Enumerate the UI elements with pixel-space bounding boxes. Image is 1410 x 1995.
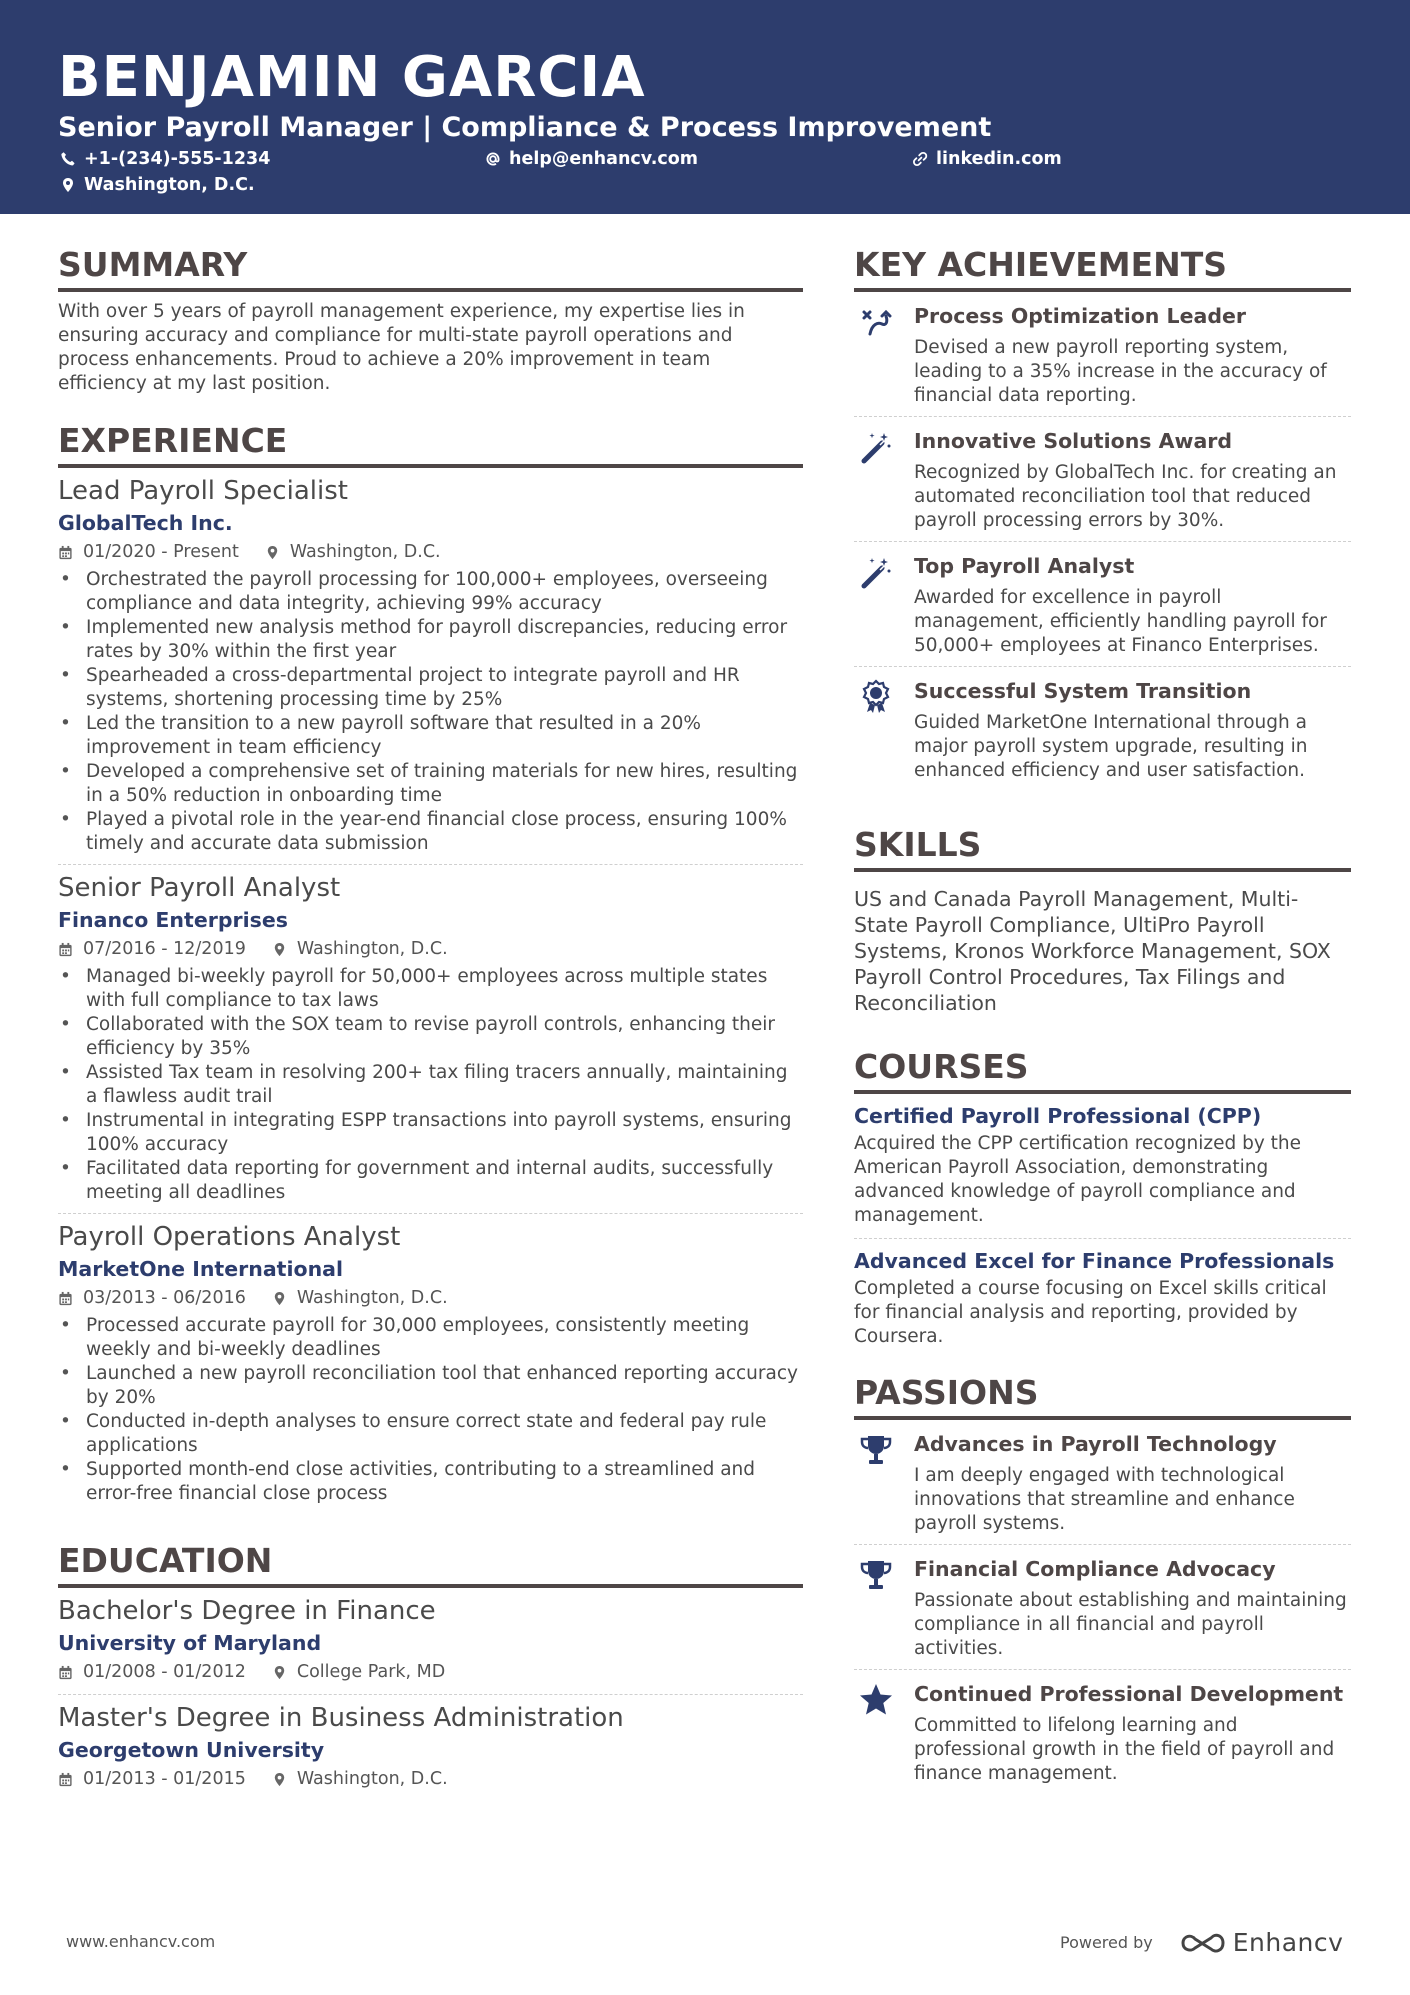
- award-badge-icon: [858, 679, 894, 715]
- job-location: Washington, D.C.: [289, 542, 441, 562]
- link-icon: [912, 151, 928, 167]
- passions-heading: PASSIONS: [854, 1372, 1351, 1420]
- achievements-section: [854, 244, 1351, 791]
- achievement-item: [854, 541, 1351, 666]
- job-entry: [58, 1213, 803, 1514]
- calendar-icon: [58, 942, 73, 957]
- job-role: Payroll Operations Analyst: [58, 1222, 401, 1252]
- passion-title: Continued Professional Development: [914, 1682, 1344, 1706]
- job-dates: 07/2016 - 12/2019: [83, 939, 246, 959]
- summary-text: With over 5 years of payroll management experience, my expertise lies in ensuring accuracy and compliance for multi-state payroll operations and process enhancements. Proud to achieve a 20% improvement in team efficiency at my last position.: [58, 301, 745, 394]
- bullet-item: • Facilitated data reporting for government and internal audits, successfully meeting all deadlines: [58, 1157, 803, 1205]
- passion-item: [854, 1669, 1351, 1794]
- achievement-title: Successful System Transition: [914, 679, 1252, 703]
- route-icon: [858, 304, 894, 340]
- location-text: Washington, D.C.: [84, 175, 255, 195]
- job-company: Financo Enterprises: [58, 908, 288, 932]
- job-meta: [58, 1284, 803, 1312]
- calendar-icon: [58, 1291, 73, 1306]
- course-desc: Completed a course focusing on Excel skills critical for financial analysis and reporting, provided by Coursera.: [854, 1278, 1327, 1347]
- star-icon: [858, 1682, 894, 1718]
- passions-section: [854, 1372, 1351, 1794]
- job-location: Washington, D.C.: [296, 1288, 448, 1308]
- job-company: MarketOne International: [58, 1257, 344, 1281]
- education-entry: [58, 1594, 803, 1694]
- achievement-desc: Devised a new payroll reporting system, leading to a 35% increase in the accuracy of financial data reporting.: [914, 337, 1327, 406]
- passion-desc: Passionate about establishing and maintaining compliance in all financial and payroll activities.: [914, 1590, 1347, 1659]
- email-text: help@enhancv.com: [509, 149, 699, 169]
- bullet-item: • Played a pivotal role in the year-end financial close process, ensuring 100% timely and accurate data submission: [58, 808, 803, 856]
- education-location: College Park, MD: [296, 1662, 446, 1682]
- course-item: [854, 1238, 1351, 1359]
- degree-title: Bachelor's Degree in Finance: [58, 1596, 436, 1626]
- achievement-item: [854, 292, 1351, 416]
- experience-section: [58, 420, 803, 1514]
- calendar-icon: [58, 1665, 73, 1680]
- location-pin-icon: [272, 1291, 287, 1306]
- bullet-item: • Processed accurate payroll for 30,000 employees, consistently meeting weekly and bi-weekly deadlines: [58, 1314, 803, 1362]
- bullet-item: • Supported month-end close activities, contributing to a streamlined and error-free financial close process: [58, 1458, 803, 1506]
- experience-heading: EXPERIENCE: [58, 420, 803, 468]
- job-dates: 01/2020 - Present: [83, 542, 239, 562]
- skills-section: [854, 824, 1351, 1016]
- course-title: Advanced Excel for Finance Professionals: [854, 1249, 1335, 1273]
- job-entry: [58, 864, 803, 1213]
- footer-url[interactable]: www.enhancv.com: [66, 1932, 216, 1951]
- education-dates: 01/2013 - 01/2015: [83, 1769, 246, 1789]
- achievements-heading: KEY ACHIEVEMENTS: [854, 244, 1351, 292]
- job-meta: [58, 538, 803, 566]
- location-pin-icon: [272, 1665, 287, 1680]
- bullet-item: • Launched a new payroll reconciliation tool that enhanced reporting accuracy by 20%: [58, 1362, 803, 1410]
- contact-email[interactable]: [485, 147, 698, 171]
- achievement-title: Innovative Solutions Award: [914, 429, 1233, 453]
- calendar-icon: [58, 1772, 73, 1787]
- bullet-item: • Assisted Tax team in resolving 200+ tax filing tracers annually, maintaining a flawless audit trail: [58, 1061, 803, 1109]
- achievement-item: [854, 416, 1351, 541]
- job-role: Senior Payroll Analyst: [58, 873, 341, 903]
- courses-heading: COURSES: [854, 1046, 1351, 1094]
- trophy-icon: [858, 1432, 894, 1468]
- calendar-icon: [58, 545, 73, 560]
- education-meta: [58, 1658, 803, 1686]
- candidate-name: BENJAMIN GARCIA: [58, 45, 646, 110]
- job-meta: [58, 935, 803, 963]
- course-desc: Acquired the CPP certification recognized by the American Payroll Association, demonstrating advanced knowledge of payroll compliance and management.: [854, 1133, 1302, 1226]
- education-location: Washington, D.C.: [296, 1769, 448, 1789]
- passion-item: [854, 1420, 1351, 1544]
- skills-text: US and Canada Payroll Management, Multi-State Payroll Compliance, UltiPro Payroll Systems, Kronos Workforce Management, SOX Payroll Control Procedures, Tax Filings and Reconciliation: [854, 887, 1331, 1015]
- achievement-title: Process Optimization Leader: [914, 304, 1247, 328]
- enhancv-logo-icon: [1179, 1930, 1227, 1956]
- job-company: GlobalTech Inc.: [58, 511, 233, 535]
- location-pin-icon: [60, 177, 76, 193]
- brand-name: Enhancv: [1232, 1928, 1344, 1957]
- bullet-item: • Managed bi-weekly payroll for 50,000+ employees across multiple states with full compliance to tax laws: [58, 965, 803, 1013]
- passion-item: [854, 1544, 1351, 1669]
- degree-title: Master's Degree in Business Administration: [58, 1703, 624, 1733]
- linkedin-text: linkedin.com: [936, 149, 1062, 169]
- passion-desc: I am deeply engaged with technological innovations that streamline and enhance payroll systems.: [914, 1465, 1295, 1534]
- education-meta: [58, 1765, 803, 1793]
- powered-by: [1060, 1930, 1343, 1956]
- education-heading: EDUCATION: [58, 1540, 803, 1588]
- brand-logo[interactable]: [1179, 1930, 1344, 1956]
- job-location: Washington, D.C.: [296, 939, 448, 959]
- bullet-item: • Instrumental in integrating ESPP transactions into payroll systems, ensuring 100% accuracy: [58, 1109, 803, 1157]
- education-section: [58, 1540, 803, 1801]
- job-dates: 03/2013 - 06/2016: [83, 1288, 246, 1308]
- phone-icon: [60, 151, 76, 167]
- school-name: Georgetown University: [58, 1738, 325, 1762]
- job-role: Lead Payroll Specialist: [58, 476, 348, 506]
- contact-location: [60, 173, 255, 197]
- course-item: [854, 1094, 1351, 1238]
- school-name: University of Maryland: [58, 1631, 322, 1655]
- passion-title: Advances in Payroll Technology: [914, 1432, 1277, 1456]
- job-entry: [58, 474, 803, 864]
- job-bullets: [58, 568, 803, 856]
- passion-desc: Committed to lifelong learning and professional growth in the field of payroll and finance management.: [914, 1715, 1335, 1784]
- courses-section: [854, 1046, 1351, 1359]
- resume-header: [0, 0, 1410, 214]
- bullet-item: • Collaborated with the SOX team to revise payroll controls, enhancing their efficiency by 35%: [58, 1013, 803, 1061]
- bullet-item: • Orchestrated the payroll processing for 100,000+ employees, overseeing compliance and data integrity, achieving 99% accuracy: [58, 568, 803, 616]
- passion-title: Financial Compliance Advocacy: [914, 1557, 1276, 1581]
- bullet-item: • Conducted in-depth analyses to ensure correct state and federal pay rule applications: [58, 1410, 803, 1458]
- summary-heading: SUMMARY: [58, 244, 803, 292]
- location-pin-icon: [265, 545, 280, 560]
- bullet-item: • Led the transition to a new payroll software that resulted in a 20% improvement in team efficiency: [58, 712, 803, 760]
- bullet-item: • Implemented new analysis method for payroll discrepancies, reducing error rates by 30% within the first year: [58, 616, 803, 664]
- achievement-desc: Guided MarketOne International through a major payroll system upgrade, resulting in enhanced efficiency and user satisfaction.: [914, 712, 1308, 781]
- at-icon: [485, 151, 501, 167]
- job-bullets: [58, 965, 803, 1205]
- location-pin-icon: [272, 1772, 287, 1787]
- skills-heading: SKILLS: [854, 824, 1351, 872]
- contact-linkedin[interactable]: [912, 147, 1062, 171]
- achievement-desc: Awarded for excellence in payroll management, efficiently handling payroll for 50,000+ employees at Financo Enterprises.: [914, 587, 1327, 656]
- achievement-title: Top Payroll Analyst: [914, 554, 1135, 578]
- summary-section: [58, 244, 803, 396]
- bullet-item: • Spearheaded a cross-departmental project to integrate payroll and HR systems, shortening processing time by 25%: [58, 664, 803, 712]
- contact-phone[interactable]: [60, 147, 270, 171]
- achievement-item: [854, 666, 1351, 791]
- course-title: Certified Payroll Professional (CPP): [854, 1104, 1262, 1128]
- magic-wand-icon: [858, 429, 894, 465]
- candidate-title: Senior Payroll Manager | Compliance & Process Improvement: [58, 112, 992, 143]
- education-entry: [58, 1694, 803, 1801]
- powered-by-label: Powered by: [1060, 1933, 1153, 1952]
- trophy-icon: [858, 1557, 894, 1593]
- magic-wand-icon: [858, 554, 894, 590]
- location-pin-icon: [272, 942, 287, 957]
- phone-text: +1-(234)-555-1234: [84, 149, 271, 169]
- job-bullets: [58, 1314, 803, 1506]
- bullet-item: • Developed a comprehensive set of training materials for new hires, resulting in a 50% reduction in onboarding time: [58, 760, 803, 808]
- achievement-desc: Recognized by GlobalTech Inc. for creating an automated reconciliation tool that reduced payroll processing errors by 30%.: [914, 462, 1337, 531]
- education-dates: 01/2008 - 01/2012: [83, 1662, 246, 1682]
